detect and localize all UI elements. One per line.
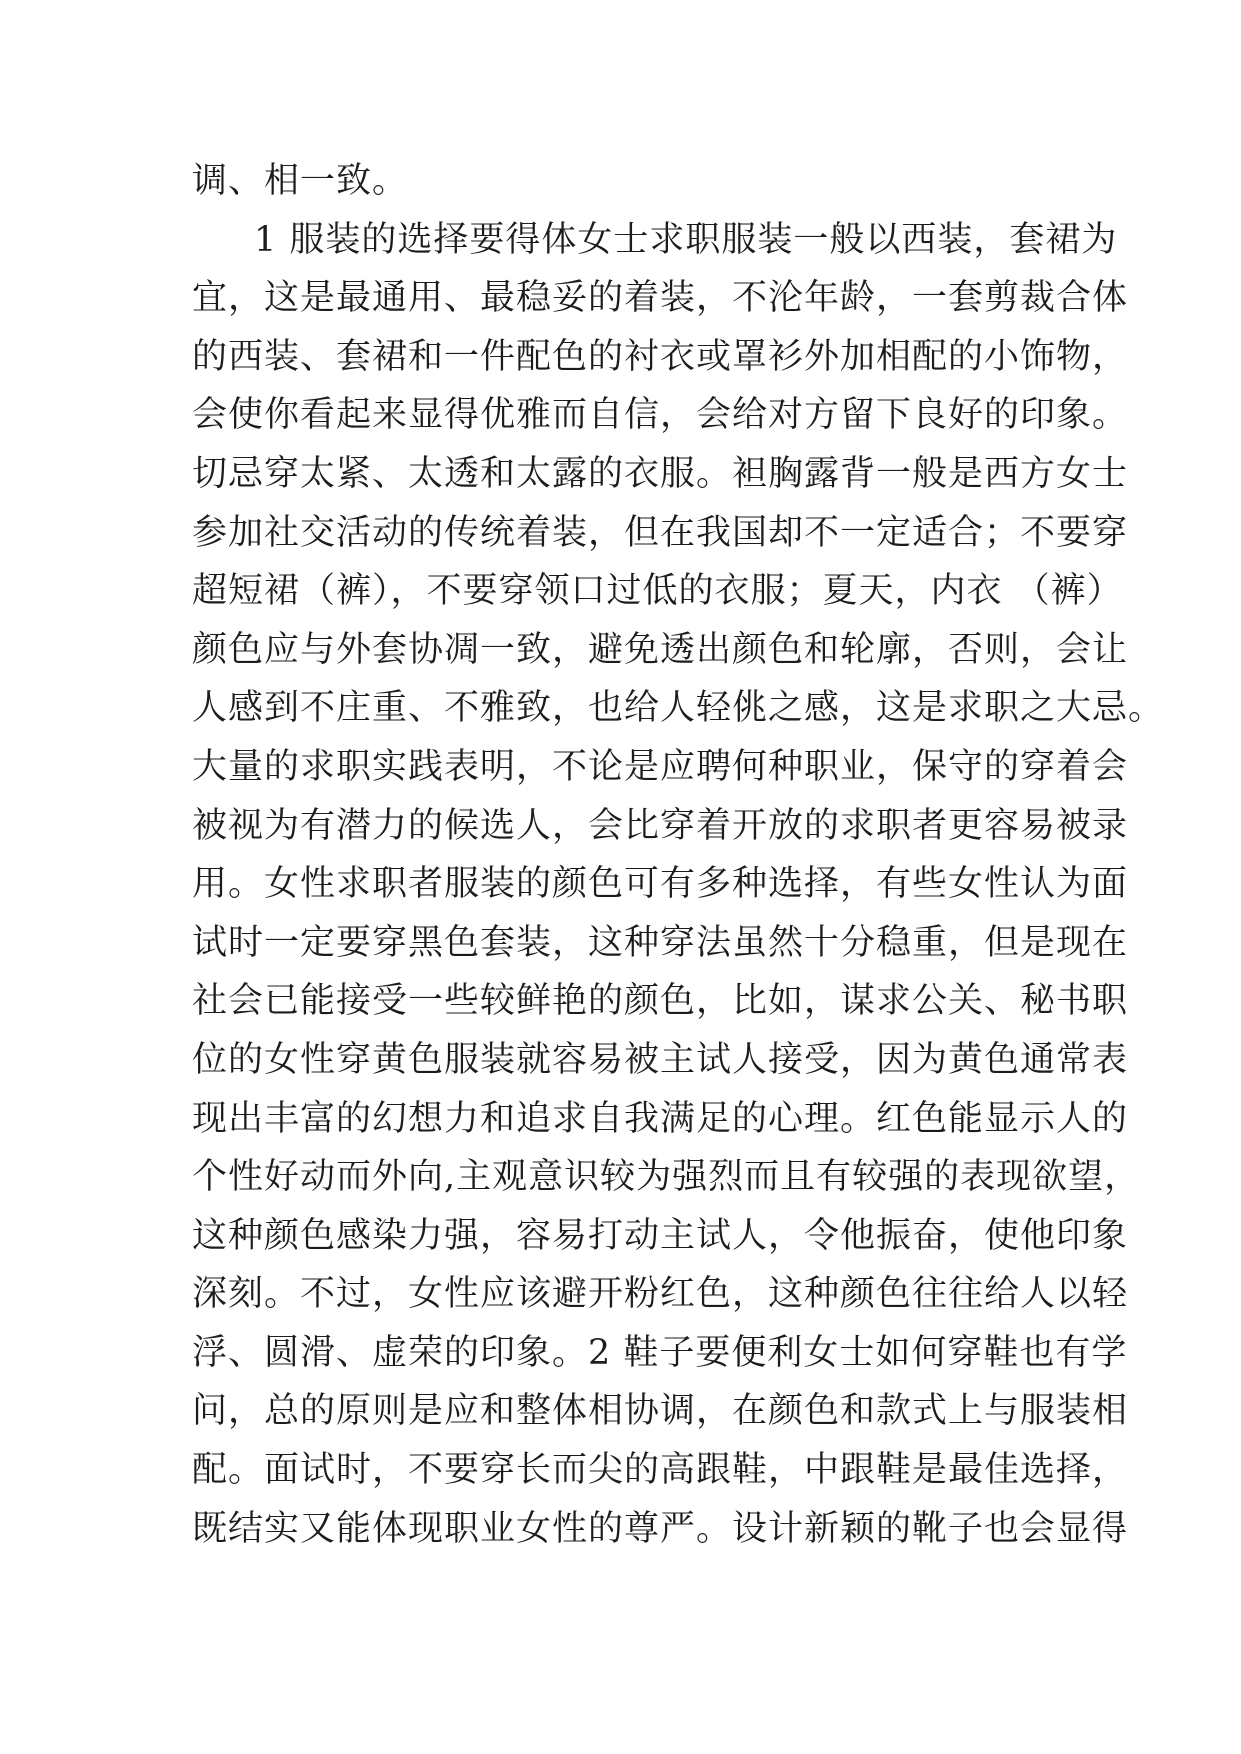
text-line: 参加社交活动的传统着装，但在我国却不一定适合；不要穿 <box>192 512 1129 553</box>
text-line: 个性好动而外向,主观意识较为强烈而且有较强的表现欲望， <box>192 1157 1141 1198</box>
text-line: 调、相一致。 <box>192 161 409 201</box>
text-line: 人感到不庄重、不雅致，也给人轻佻之感，这是求职之大忌。 <box>192 688 1165 729</box>
text-line: 切忌穿太紧、太透和太露的衣服。袒胸露背一般是西方女士 <box>192 453 1129 494</box>
text-line: 深刻。不过，女性应该避开粉红色，这种颜色往往给人以轻 <box>192 1274 1129 1315</box>
text-line: 试时一定要穿黑色套装，这种穿法虽然十分稳重，但是现在 <box>192 922 1129 963</box>
text-line: 大量的求职实践表明，不论是应聘何种职业，保守的穿着会 <box>192 746 1129 787</box>
text-line: 社会已能接受一些较鲜艳的颜色，比如，谋求公关、秘书职 <box>192 981 1129 1022</box>
text-line: 现出丰富的幻想力和追求自我满足的心理。红色能显示人的 <box>192 1098 1129 1139</box>
text-line: 超短裙（裤），不要穿领口过低的衣服；夏天，内衣 （裤） <box>192 571 1123 612</box>
text-line: 的西装、套裙和一件配色的衬衣或罩衫外加相配的小饰物， <box>192 336 1129 377</box>
text-line: 配。面试时，不要穿长而尖的高跟鞋，中跟鞋是最佳选择， <box>192 1450 1129 1491</box>
text-line: 会使你看起来显得优雅而自信，会给对方留下良好的印象。 <box>192 395 1129 436</box>
text-line: 颜色应与外套协凋一致，避免透出颜色和轮廓，否则，会让 <box>192 629 1129 670</box>
text-line: 既结实又能体现职业女性的尊严。设计新颖的靴子也会显得 <box>192 1508 1129 1549</box>
text-line: 这种颜色感染力强，容易打动主试人，令他振奋，使他印象 <box>192 1215 1129 1256</box>
text-line: 宜，这是最通用、最稳妥的着装，不沦年龄，一套剪裁合体 <box>192 278 1129 319</box>
text-line: 位的女性穿黄色服装就容易被主试人接受，因为黄色通常表 <box>192 1039 1129 1080</box>
text-line: 问，总的原则是应和整体相协调，在颜色和款式上与服装相 <box>192 1391 1129 1432</box>
text-line: 1 服装的选择要得体女士求职服装一般以西装，套裙为 <box>254 219 1118 260</box>
body-text <box>192 152 1165 1558</box>
text-line: 浮、圆滑、虚荣的印象。2 鞋子要便利女士如何穿鞋也有学 <box>192 1332 1128 1373</box>
text-line: 被视为有潜力的候选人，会比穿着开放的求职者更容易被录 <box>192 805 1129 846</box>
text-line: 用。女性求职者服装的颜色可有多种选择，有些女性认为面 <box>192 864 1129 905</box>
